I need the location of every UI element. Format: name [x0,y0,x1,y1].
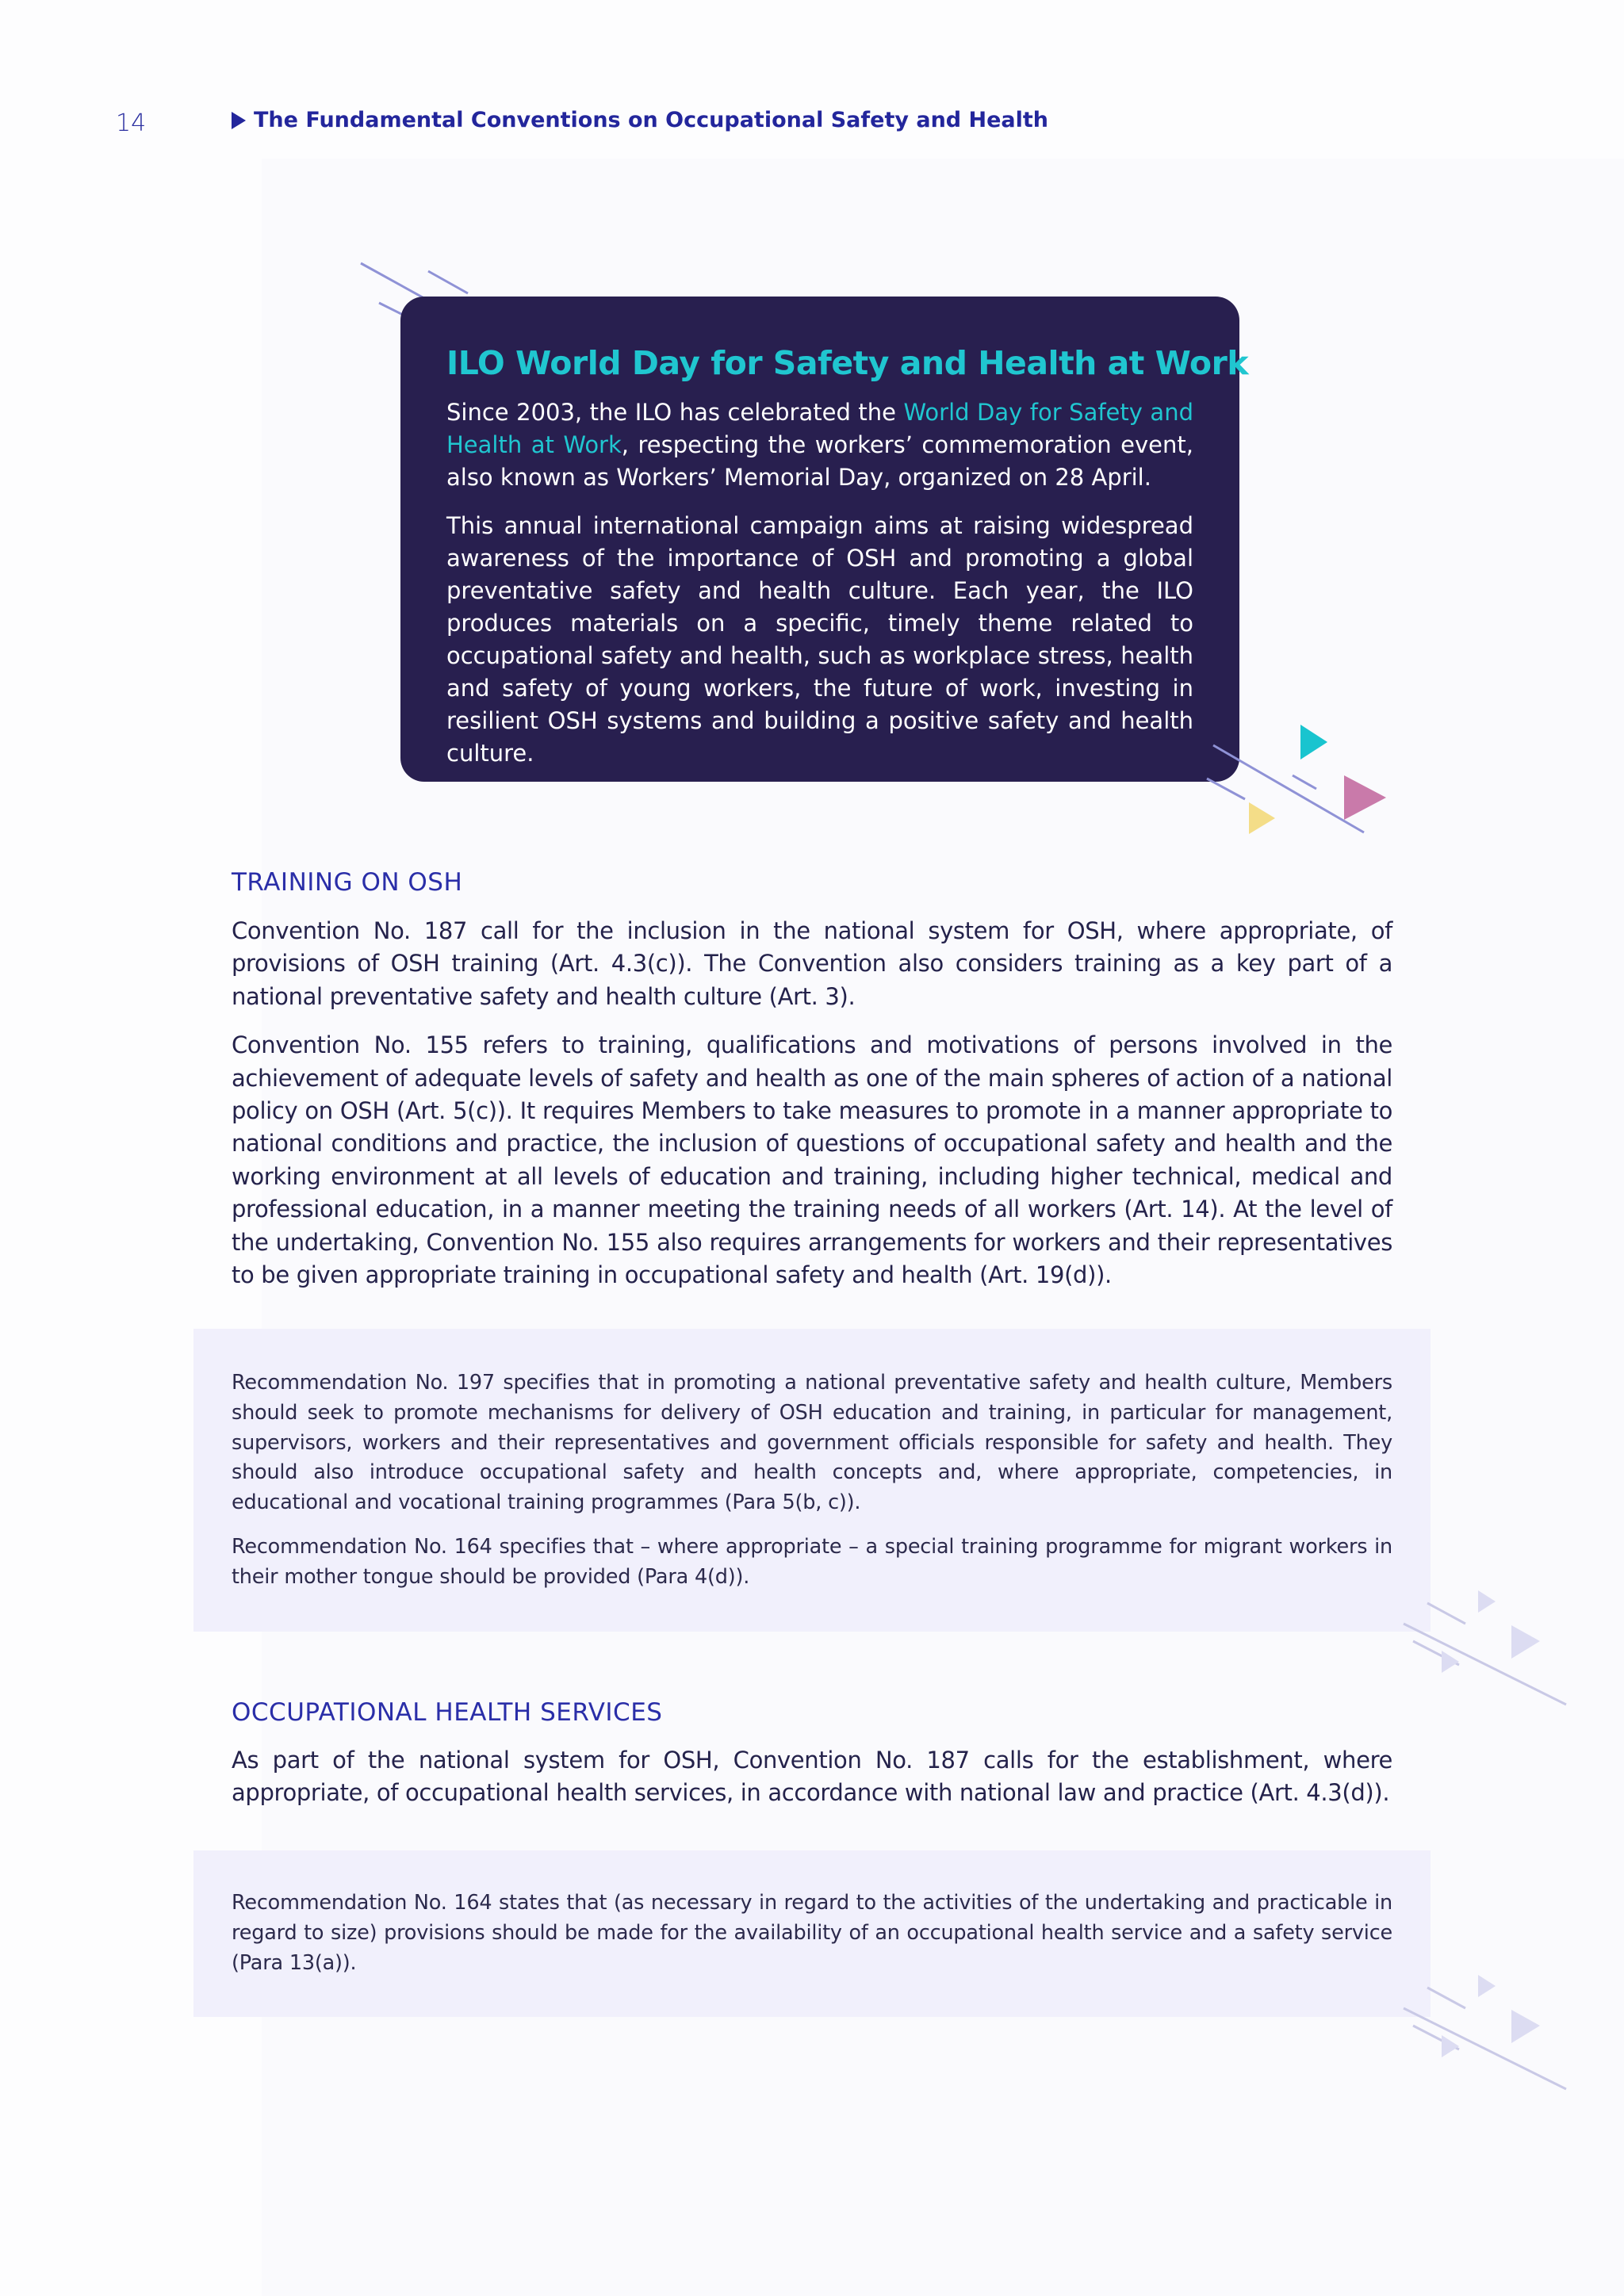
health-services-body [232,1744,1392,1826]
training-recommendations-box [193,1329,1431,1632]
health-services-recommendations-box [193,1850,1431,2017]
world-day-p1-after: , respecting the workers’ commemoration event, also known as Workers’ Memorial Day, organized on 28 April. [446,431,1193,491]
triangle-bullet-icon [232,112,246,129]
training-paragraph-1: Convention No. 187 call for the inclusion in the national system for OSH, where appropriate, of provisions of OSH training (Art. 4.3(c)). The Convention also considers training as a key part of a national preventative safety and health culture (Art. 3). [232,917,1392,1010]
world-day-paragraph-1 [446,396,1193,494]
world-day-callout [400,297,1249,782]
world-day-link[interactable]: World Day for Safety and Health at Work [446,399,1193,458]
page-number: 14 [116,109,147,137]
teal-triangle-icon [1300,725,1327,760]
decorative-lines-rec-2 [1396,1970,1586,2097]
world-day-p1-before: Since 2003, the ILO has celebrated the [446,399,904,426]
decorative-triangles-callout [1197,714,1404,848]
training-paragraph-2: Convention No. 155 refers to training, qualifications and motivations of persons involved in the achievement of adequate levels of safety and health as one of the main spheres of action of a national policy on OSH (Art. 5(c)). It requires Members to take measures to promote in a manner appropriate to national conditions and practice, the inclusion of questions of occupational safety and health and the working environment at all levels of education and training, including higher technical, medical and professional education, in a manner meeting the training needs of all workers (Art. 14). At the level of the undertaking, Convention No. 155 also requires arrangements for workers and their representatives to be given appropriate training in occupational safety and health (Art. 19(d)). [232,1031,1392,1289]
training-body [232,915,1392,1307]
pink-triangle-icon [1344,775,1386,820]
running-title [232,108,1048,132]
running-title-text: The Fundamental Conventions on Occupational Safety and Health [254,108,1049,132]
health-services-heading: OCCUPATIONAL HEALTH SERVICES [232,1698,663,1727]
world-day-paragraph-2: This annual international campaign aims at raising widespread awareness of the importance of OSH and promoting a global preventative safety and health culture. Each year, the ILO produces materials on a specific, timely theme related to occupational safety and health, such as workplace stress, health and safety of young workers, the future of work, investing in resilient OSH systems and building a positive safety and health culture. [446,512,1193,767]
world-day-title: ILO World Day for Safety and Health at Work [446,344,1249,382]
recommendation-164-health: Recommendation No. 164 states that (as necessary in regard to the activities of the undertaking and practicable in regard to size) provisions should be made for the availability of an occupational health service and a safety service (Para 13(a)). [232,1891,1392,1975]
recommendation-164-training: Recommendation No. 164 specifies that – where appropriate – a special training programme for migrant workers in their mother tongue should be provided (Para 4(d)). [232,1534,1392,1589]
recommendation-197: Recommendation No. 197 specifies that in promoting a national preventative safety and health culture, Members should seek to promote mechanisms for delivery of OSH education and training, in particular for management, supervisors, workers and their representatives and government officials responsible for safety and health. They should also introduce occupational safety and health concepts and, where appropriate, competencies, in educational and vocational training programmes (Para 5(b, c)). [232,1371,1392,1515]
health-services-paragraph-1: As part of the national system for OSH, Convention No. 187 calls for the establishment, where appropriate, of occupational health services, in accordance with national law and practice (Art. 4.3(d)). [232,1747,1392,1807]
yellow-triangle-icon [1249,802,1275,834]
decorative-lines-rec-1 [1396,1586,1586,1712]
training-heading: TRAINING ON OSH [232,868,463,897]
